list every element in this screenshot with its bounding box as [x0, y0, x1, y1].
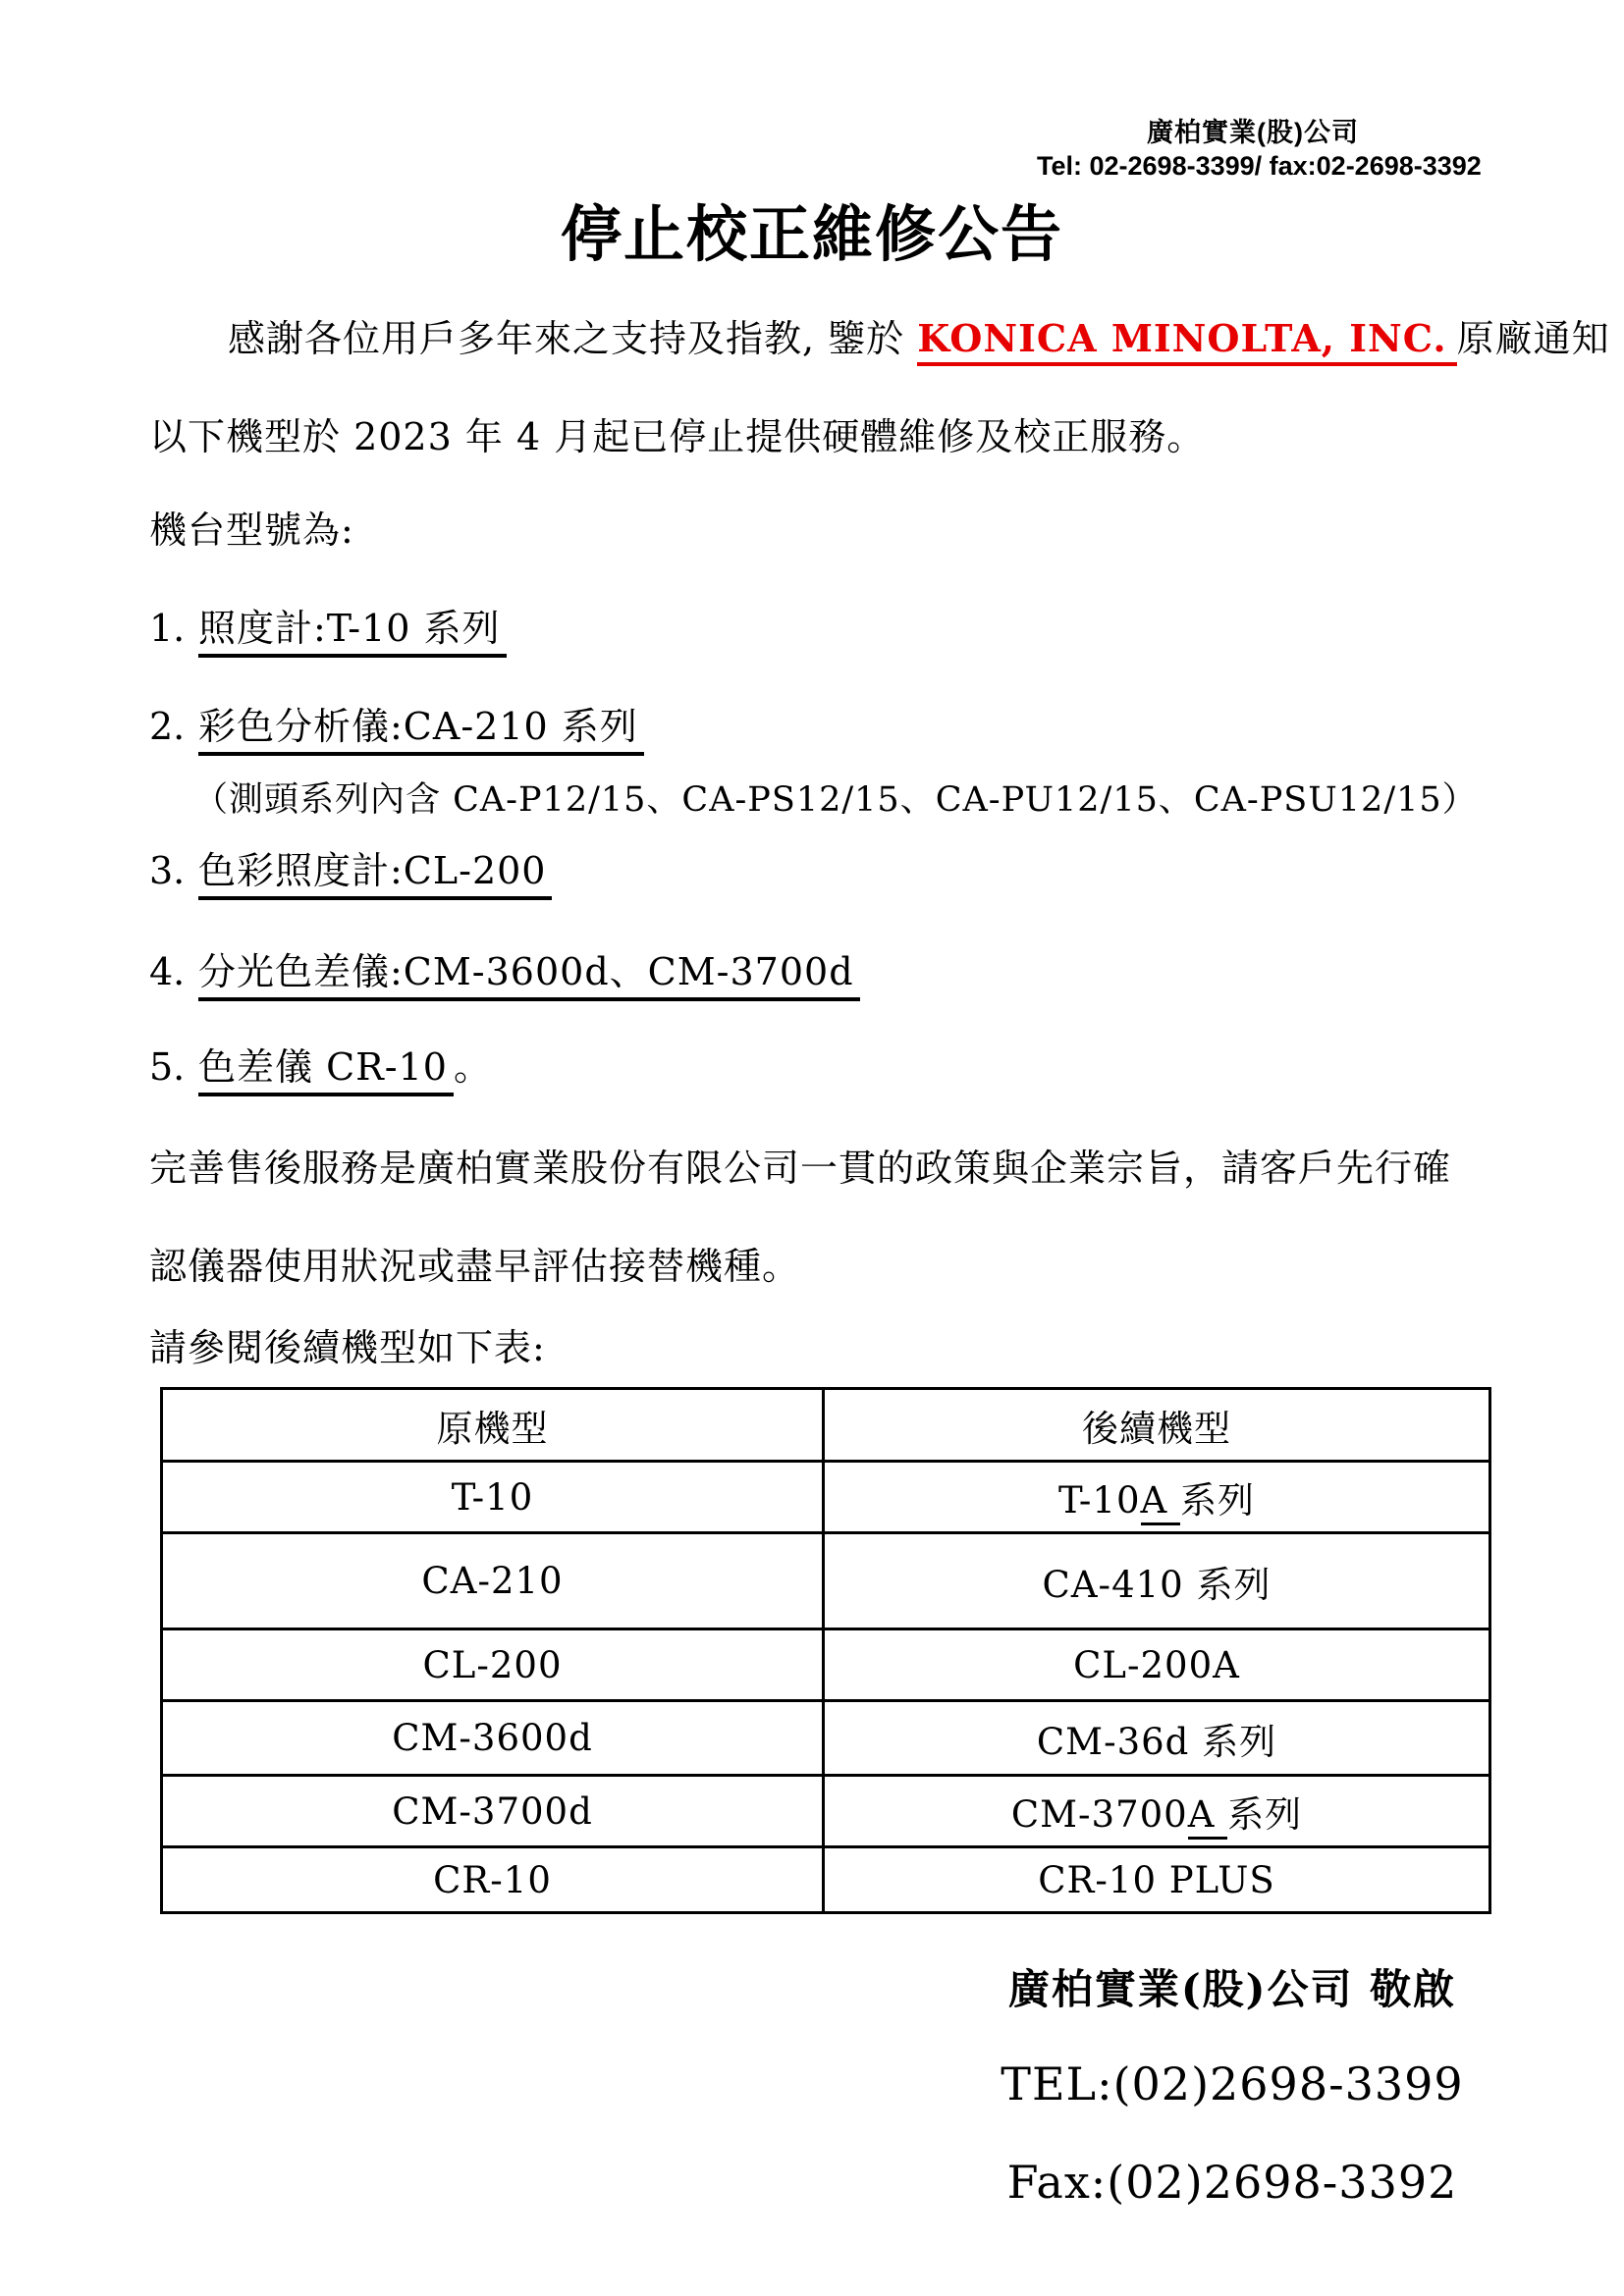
- table-header-successor-model: 後續機型: [824, 1389, 1490, 1462]
- model-item-5: [149, 1044, 492, 1090]
- table-header-row: [162, 1389, 1490, 1462]
- model-item-5-number: 5.: [149, 1045, 186, 1089]
- models-heading: 機台型號為:: [149, 508, 354, 552]
- closing-line-1: 完善售後服務是廣柏實業股份有限公司一貫的政策與企業宗旨，請客戶先行確: [149, 1147, 1452, 1190]
- table-cell-new-model: CL-200A: [824, 1629, 1490, 1701]
- table-row: [162, 1462, 1490, 1533]
- model-item-2-number: 2.: [149, 705, 186, 748]
- page-title: 停止校正維修公告: [560, 198, 1063, 270]
- table-row: [162, 1847, 1490, 1913]
- intro-line-1: [149, 316, 1610, 361]
- table-cell-new-model: T-10A 系列: [824, 1462, 1490, 1533]
- table-cell-old-model: CR-10: [162, 1847, 824, 1913]
- table-header-original-model: 原機型: [162, 1389, 824, 1462]
- intro-line-1-post: 原廠通知: [1456, 317, 1610, 360]
- table-cell-new-model: CM-36d 系列: [824, 1701, 1490, 1776]
- model-item-4-number: 4.: [149, 950, 186, 993]
- table-cell-new-model: CA-410 系列: [824, 1533, 1490, 1629]
- model-item-3-number: 3.: [149, 849, 186, 892]
- table-cell-old-model: CL-200: [162, 1629, 824, 1701]
- table-cell-old-model: T-10: [162, 1462, 824, 1533]
- model-item-3-text: 色彩照度計:CL-200: [198, 849, 552, 900]
- underlined-letter: A: [1141, 1479, 1180, 1525]
- model-item-4: [149, 949, 860, 994]
- model-item-2-text: 彩色分析儀:CA-210 系列: [198, 705, 644, 756]
- table-cell-new-model: CM-3700A 系列: [824, 1776, 1490, 1847]
- model-item-5-suffix: 。: [453, 1045, 492, 1089]
- model-item-4-text: 分光色差儀:CM-3600d、CM-3700d: [198, 950, 860, 1001]
- table-intro: 請參閱後續機型如下表:: [149, 1326, 546, 1369]
- intro-line-2: 以下機型於 2023 年 4 月起已停止提供硬體維修及校正服務。: [149, 415, 1206, 458]
- model-item-1-text: 照度計:T-10 系列: [198, 607, 507, 658]
- model-item-1-number: 1.: [149, 607, 186, 650]
- model-item-1: [149, 606, 507, 651]
- footer-fax: Fax:(02)2698-3392: [1006, 2156, 1458, 2209]
- letterhead-company-name: 廣柏實業(股)公司: [1147, 118, 1359, 147]
- table-cell-old-model: CM-3600d: [162, 1701, 824, 1776]
- table-row: [162, 1776, 1490, 1847]
- intro-line-1-pre: 感謝各位用戶多年來之支持及指教, 鑒於: [228, 317, 918, 360]
- model-item-3: [149, 848, 552, 893]
- underlined-letter: A: [1188, 1793, 1227, 1840]
- table-cell-old-model: CA-210: [162, 1533, 824, 1629]
- model-item-5-text: 色差儀 CR-10: [198, 1045, 454, 1096]
- letterhead-tel-fax: Tel: 02-2698-3399/ fax:02-2698-3392: [1037, 151, 1482, 181]
- signature-line: 廣柏實業(股)公司 敬啟: [1007, 1965, 1457, 2013]
- model-item-2-note: （測頭系列內含 CA-P12/15、CA-PS12/15、CA-PU12/15、CA-PSU12/15）: [193, 780, 1478, 820]
- table-cell-old-model: CM-3700d: [162, 1776, 824, 1847]
- table-cell-new-model: CR-10 PLUS: [824, 1847, 1490, 1913]
- successor-model-table: [160, 1387, 1491, 1914]
- table-row: [162, 1533, 1490, 1629]
- letterhead: [1037, 116, 1482, 183]
- footer-tel: TEL:(02)2698-3399: [1001, 2057, 1464, 2110]
- closing-line-2: 認儀器使用狀況或盡早評估接替機種。: [149, 1245, 801, 1288]
- model-item-2: [149, 704, 644, 749]
- konica-minolta-highlight: KONICA MINOLTA, INC.: [917, 316, 1456, 366]
- table-row: [162, 1701, 1490, 1776]
- table-row: [162, 1629, 1490, 1701]
